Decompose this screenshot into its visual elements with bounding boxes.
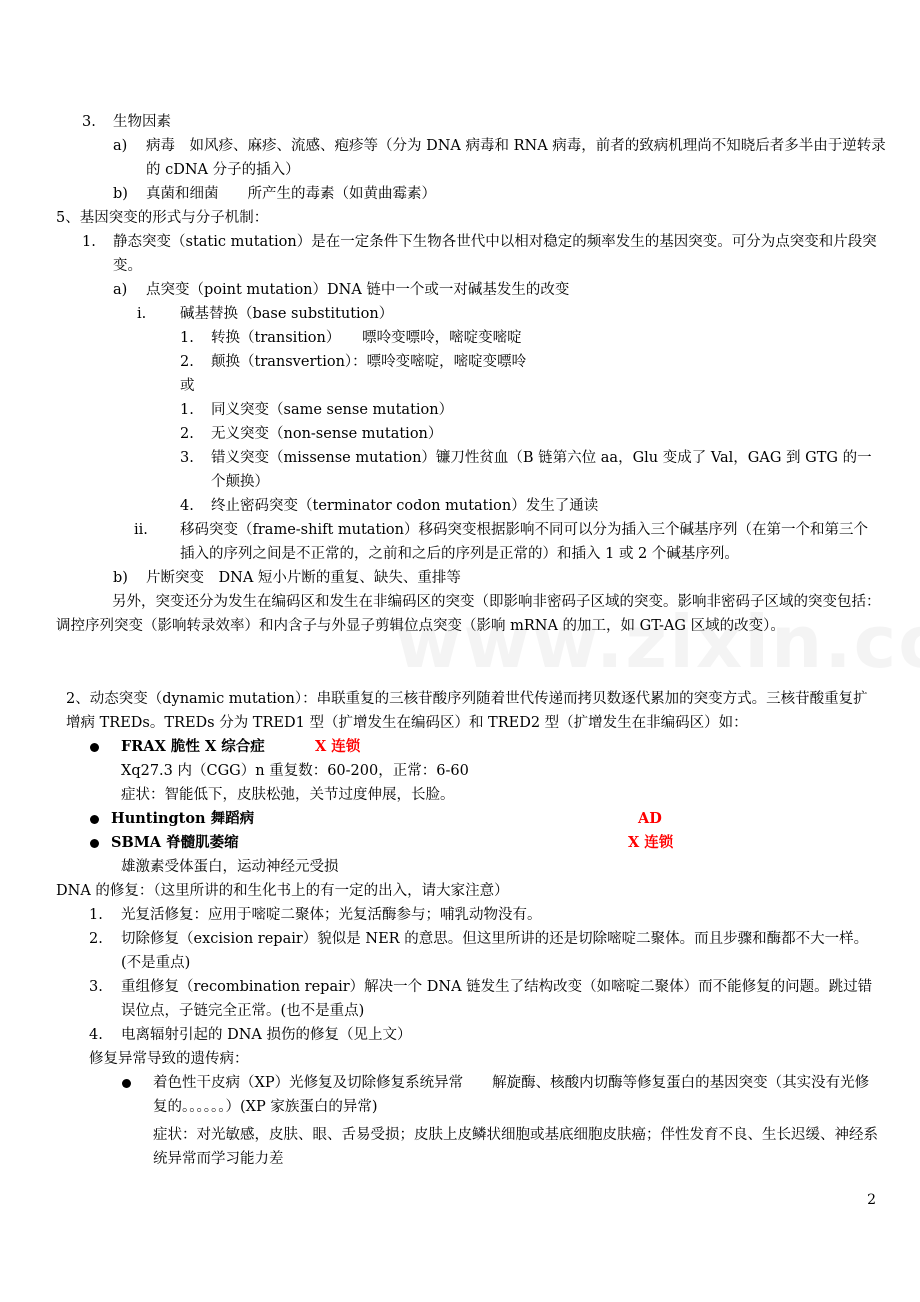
disease-title-frax: FRAX 脆性 X 综合症 — [121, 738, 265, 755]
list-number: 2. — [180, 354, 194, 370]
list-number: 1. — [180, 402, 194, 418]
paragraph-base-substitution: 碱基替换（base substitution） — [180, 306, 394, 322]
paragraph-missense: 错义突变（missense mutation）镰刀性贫血（B 链第六位 aa，Glu 变成了 Val，GAG 到 GTG 的一个颠换） — [211, 450, 872, 490]
list-number: b) — [113, 186, 128, 202]
paragraph-frame-shift: 移码突变（frame-shift mutation）移码突变根据影响不同可以分为插入三个碱基序列（在第一个和第三个插入的序列之间是不正常的，之前和之后的序列是正常的）和插入 1 或 2 个碱基序列。 — [180, 522, 868, 562]
sbma-detail: 雄激素受体蛋白，运动神经元受损 — [121, 859, 339, 875]
list-number: 1. — [180, 330, 194, 346]
list-number: a) — [113, 282, 128, 298]
inheritance-tag-huntington: AD — [638, 810, 662, 827]
disease-title-sbma: SBMA 脊髓肌萎缩 — [111, 834, 239, 851]
repair-photoreactivation: 光复活修复：应用于嘧啶二聚体；光复活酶参与；哺乳动物没有。 — [121, 907, 542, 923]
paragraph-fungi: 真菌和细菌 所产生的毒素（如黄曲霉素） — [146, 186, 436, 202]
list-number: 2. — [180, 426, 194, 442]
list-number: 3. — [180, 450, 194, 466]
list-number: b) — [113, 570, 128, 586]
paragraph-same-sense: 同义突变（same sense mutation） — [211, 402, 454, 418]
frax-detail: Xq27.3 内（CGG）n 重复数：60-200，正常：6-60 — [121, 763, 469, 779]
bullet-icon — [90, 815, 99, 824]
subheading-repair-diseases: 修复异常导致的遗传病： — [89, 1051, 249, 1067]
paragraph-or: 或 — [180, 378, 195, 394]
disease-xp: 着色性干皮病（XP）光修复及切除修复系统异常 解旋酶、核酸内切酶等修复蛋白的基因突变（其实没有光修复的。。。。。。）(XP 家族蛋白的异常) — [153, 1075, 870, 1115]
paragraph-transition: 转换（transition） 嘌呤变嘌呤，嘧啶变嘧啶 — [211, 330, 522, 346]
paragraph-non-sense: 无义突变（non-sense mutation） — [211, 426, 443, 442]
list-number: 2. — [89, 931, 103, 947]
paragraph-terminator: 终止密码突变（terminator codon mutation）发生了通读 — [211, 498, 599, 514]
list-number: ii. — [134, 522, 148, 538]
repair-recombination: 重组修复（recombination repair）解决一个 DNA 链发生了结构改变（如嘧啶二聚体）而不能修复的问题。跳过错误位点，子链完全正常。(也不是重点) — [121, 979, 873, 1019]
paragraph-other-mutations: 另外，突变还分为发生在编码区和发生在非编码区的突变（即影响非密码子区域的突变。影响非密码子区域的突变包括：调控序列突变（影响转录效率）和内含子与外显子剪辑位点突变（影响 mRNA 的加工，如 GT-AG 区域的改变）。 — [56, 594, 881, 634]
bullet-icon — [122, 1079, 131, 1088]
page-number: 2 — [867, 1192, 876, 1208]
bullet-icon — [90, 839, 99, 848]
disease-title-huntington: Huntington 舞蹈病 — [111, 810, 255, 827]
list-number: 4. — [180, 498, 194, 514]
inheritance-tag-frax: X 连锁 — [315, 738, 361, 755]
list-number: 3. — [89, 979, 103, 995]
list-number: 4. — [89, 1027, 103, 1043]
section-text: 生物因素 — [113, 114, 171, 130]
section-heading-dna-repair: DNA 的修复：（这里所讲的和生化书上的有一定的出入，请大家注意） — [56, 883, 509, 899]
list-number: a) — [113, 138, 128, 154]
list-number: 1. — [82, 234, 96, 250]
frax-symptoms: 症状：智能低下，皮肤松弛，关节过度伸展，长脸。 — [121, 787, 455, 803]
list-number: 1. — [89, 907, 103, 923]
paragraph-transversion: 颠换（transvertion）：嘌呤变嘧啶，嘧啶变嘌呤 — [211, 354, 527, 370]
paragraph-fragment-mutation: 片断突变 DNA 短小片断的重复、缺失、重排等 — [146, 570, 461, 586]
paragraph-point-mutation: 点突变（point mutation）DNA 链中一个或一对碱基发生的改变 — [146, 282, 570, 298]
list-number: i. — [137, 306, 147, 322]
bullet-icon — [90, 743, 99, 752]
inheritance-tag-sbma: X 连锁 — [628, 834, 674, 851]
paragraph-static-mutation: 静态突变（static mutation）是在一定条件下生物各世代中以相对稳定的频率发生的基因突变。可分为点突变和片段突变。 — [113, 234, 877, 274]
section-heading: 5、基因突变的形式与分子机制： — [56, 210, 269, 226]
repair-ionizing: 电离辐射引起的 DNA 损伤的修复（见上文） — [121, 1027, 412, 1043]
paragraph-virus: 病毒 如风疹、麻疹、流感、疱疹等（分为 DNA 病毒和 RNA 病毒，前者的致病机理尚不知晓后者多半由于逆转录的 cDNA 分子的插入） — [146, 138, 886, 178]
repair-excision: 切除修复（excision repair）貌似是 NER 的意思。但这里所讲的还是切除嘧啶二聚体。而且步骤和酶都不大一样。(不是重点) — [121, 931, 869, 971]
list-number: 3. — [82, 114, 96, 130]
paragraph-dynamic-mutation: 2、动态突变（dynamic mutation）：串联重复的三核苷酸序列随着世代传递而拷贝数逐代累加的突变方式。三核苷酸重复扩增病 TREDs。TREDs 分为 TRED1 型（扩增发生在编码区）和 TRED2 型（扩增发生在非编码区）如： — [66, 691, 868, 731]
xp-symptoms: 症状：对光敏感，皮肤、眼、舌易受损；皮肤上皮鳞状细胞或基底细胞皮肤癌；伴性发育不良、生长迟缓、神经系统异常而学习能力差 — [153, 1127, 878, 1167]
